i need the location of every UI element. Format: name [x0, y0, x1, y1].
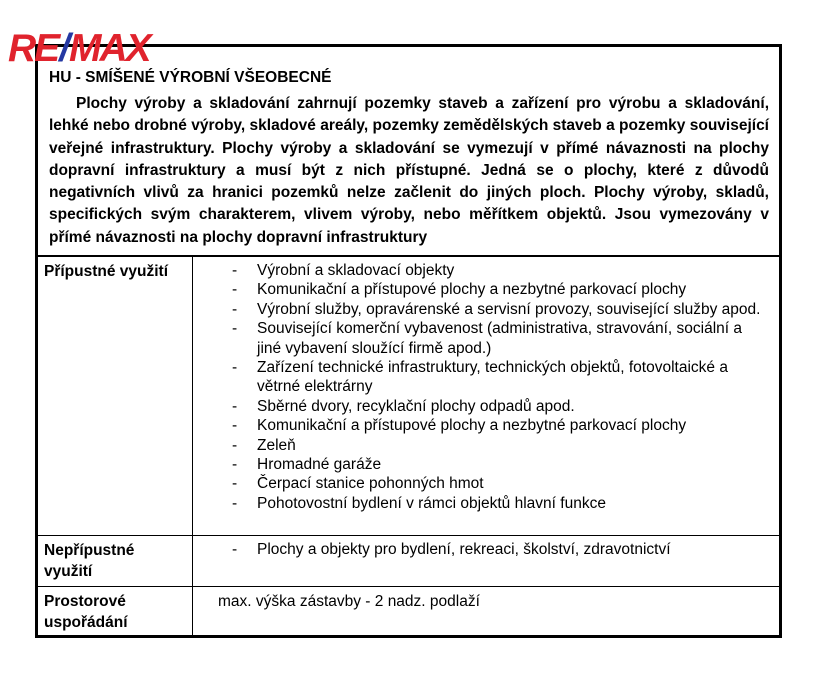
remax-logo-re: RE: [8, 27, 59, 70]
list-item: [193, 416, 769, 435]
list-item-text: Výrobní služby, opravárenské a servisní provozy, související služby apod.: [257, 300, 761, 318]
table-row-nepripustne-vyuziti: [38, 535, 779, 586]
document-frame: [35, 44, 782, 638]
list-item: [193, 436, 769, 455]
list-item-text: Komunikační a přístupové plochy a nezbytné parkovací plochy: [257, 281, 687, 299]
table-row-prostorove-usporadani: [38, 586, 779, 635]
dash-bullet: -: [232, 359, 238, 377]
row-label: Nepřípustné využití: [38, 536, 193, 586]
list-item: [193, 474, 769, 493]
list-item-text: Související komerční vybavenost (administrativa, stravování, sociální a jiné vybavení sloužící firmě apod.): [257, 320, 743, 357]
dash-bullet: -: [232, 456, 238, 474]
list-item-text: Plochy a objekty pro bydlení, rekreaci, školství, zdravotnictví: [257, 541, 671, 558]
spatial-arrangement-value: max. výška zástavby - 2 nadz. podlaží: [218, 593, 480, 610]
list-item-text: Hromadné garáže: [257, 456, 382, 474]
dash-bullet: -: [232, 281, 238, 299]
list-item-text: Komunikační a přístupové plochy a nezbytné parkovací plochy: [257, 417, 687, 435]
permitted-use-list: [193, 261, 769, 513]
list-item: [193, 300, 769, 319]
table-row-pripustne-vyuziti: [38, 257, 779, 535]
list-item: [193, 397, 769, 416]
page-title: HU - SMÍŠENÉ VÝROBNÍ VŠEOBECNÉ: [49, 69, 332, 86]
dash-bullet: -: [232, 417, 238, 435]
list-item-text: Sběrné dvory, recyklační plochy odpadů apod.: [257, 397, 575, 415]
list-item: [193, 261, 769, 280]
dash-bullet: -: [232, 436, 238, 454]
row-content: [193, 257, 779, 535]
list-item: [193, 280, 769, 299]
row-label: Přípustné využití: [38, 257, 193, 535]
list-item: [193, 455, 769, 474]
list-item: [193, 540, 769, 559]
remax-logo-slash: /: [59, 27, 69, 70]
dash-bullet: -: [232, 320, 238, 338]
list-item-text: Zeleň: [257, 436, 296, 454]
list-item: [193, 319, 769, 358]
row-content: [193, 587, 779, 635]
forbidden-use-list: [193, 540, 769, 559]
dash-bullet: -: [232, 494, 238, 512]
dash-bullet: -: [232, 475, 238, 493]
row-content: [193, 536, 779, 586]
row-label: Prostorové uspořádání: [38, 587, 193, 635]
list-item-text: Pohotovostní bydlení v rámci objektů hlavní funkce: [257, 494, 606, 512]
list-item: [193, 494, 769, 513]
dash-bullet: -: [232, 262, 238, 279]
list-item-text: Výrobní a skladovací objekty: [257, 262, 455, 279]
list-item-text: Zařízení technické infrastruktury, technických objektů, fotovoltaické a větrné elektrárny: [257, 359, 728, 396]
remax-logo-max: MAX: [69, 27, 150, 70]
dash-bullet: -: [232, 541, 238, 558]
zoning-table: [38, 255, 779, 635]
dash-bullet: -: [232, 397, 238, 415]
list-item-text: Čerpací stanice pohonných hmot: [257, 475, 484, 493]
remax-logo: [8, 29, 150, 68]
dash-bullet: -: [232, 300, 238, 318]
intro-paragraph: Plochy výroby a skladování zahrnují pozemky staveb a zařízení pro výrobu a skladování, lehké nebo drobné výroby, skladové areály, pozemky zemědělských staveb a pozemky související veřejné infrastruktury. Plochy výroby a skladování se vymezují v přímé návaznosti na plochy dopravní infrastruktury a musí být z nich přístupné. Jedná se o plochy, které z důvodů negativních vlivů za hranici pozemků nelze začlenit do jiných ploch. Plochy výroby, skladů, specifických svým charakterem, vlivem výroby, nebo měřítkem objektů. Jsou vymezovány v přímé návaznosti na plochy dopravní infrastruktury: [49, 95, 769, 246]
list-item: [193, 358, 769, 397]
